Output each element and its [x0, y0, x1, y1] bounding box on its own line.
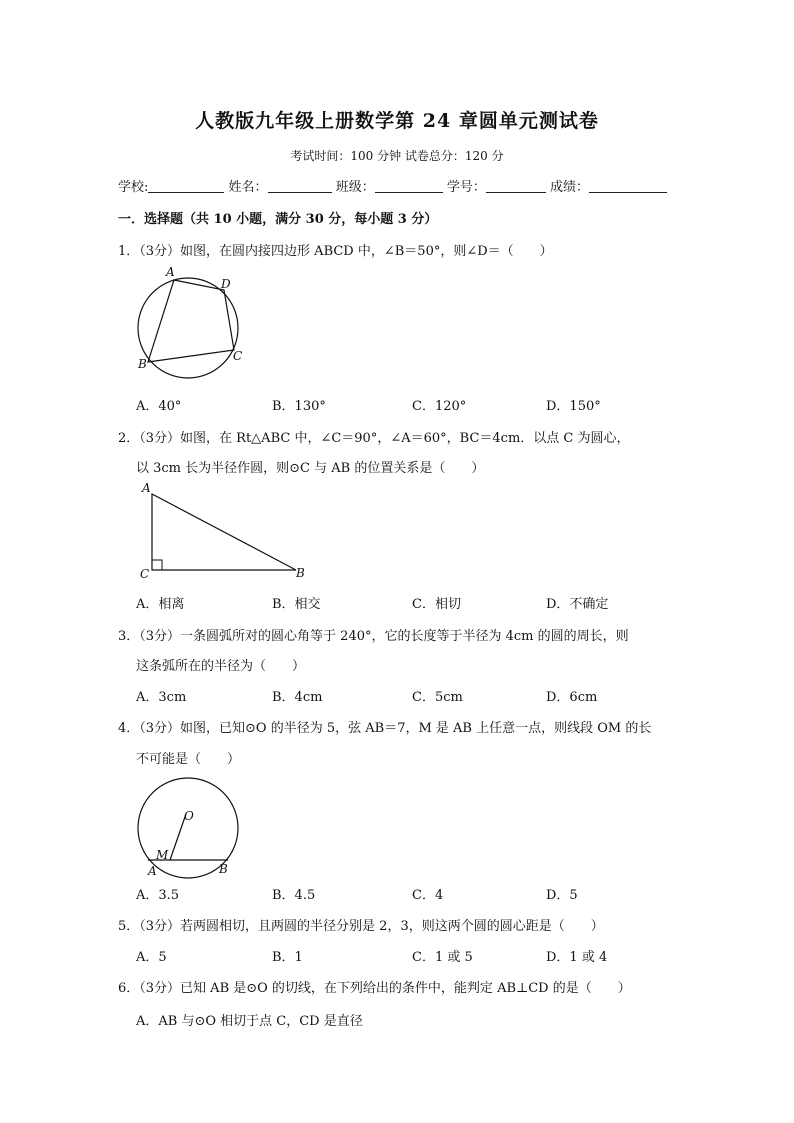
question-4-option-b[interactable]: B．4.5 [272, 888, 316, 903]
question-5-option-b[interactable]: B．1 [272, 950, 303, 965]
question-6-option-a[interactable]: A．AB 与⊙O 相切于点 C，CD 是直径 [136, 1014, 363, 1029]
triangle-abc [152, 494, 296, 570]
exam-meta: 考试时间：100 分钟 试卷总分：120 分 [290, 149, 504, 163]
question-1-option-d[interactable]: D．150° [546, 399, 601, 414]
question-1-option-b[interactable]: B．130° [272, 399, 326, 414]
vertex-label-c: C [233, 349, 243, 363]
question-2-option-a[interactable]: A．相离 [136, 597, 185, 612]
name-blank[interactable] [268, 178, 332, 193]
question-5-option-d[interactable]: D．1 或 4 [546, 950, 608, 965]
question-4-option-a[interactable]: A．3.5 [136, 888, 180, 903]
question-4-option-d[interactable]: D．5 [546, 888, 578, 903]
right-angle-mark [152, 560, 162, 570]
student-info-row [118, 176, 667, 195]
vertex-label-a: A [142, 481, 151, 495]
vertex-label-d: D [221, 277, 231, 291]
question-3-option-c[interactable]: C．5cm [412, 690, 463, 705]
class-blank[interactable] [375, 178, 443, 193]
question-1-option-c[interactable]: C．120° [412, 399, 467, 414]
school-label: 学校: [118, 180, 149, 195]
point-label-b: B [219, 862, 228, 876]
question-1-option-a[interactable]: A．40° [136, 399, 182, 414]
question-5-option-c[interactable]: C．1 或 5 [412, 950, 473, 965]
score-label: 成绩： [550, 180, 590, 195]
question-5-option-a[interactable]: A．5 [136, 950, 167, 965]
question-4-option-c[interactable]: C．4 [412, 888, 444, 903]
question-2-figure [136, 480, 316, 582]
question-6-stem: 6．（3分）已知 AB 是⊙O 的切线，在下列给出的条件中，能判定 AB⊥CD 的是（ ） [118, 981, 631, 996]
question-3-stem: 3．（3分）一条圆弧所对的圆心角等于 240°，它的长度等于半径为 4cm 的圆的周长，则 [118, 629, 629, 644]
question-3-option-b[interactable]: B．4cm [272, 690, 323, 705]
question-1-figure [130, 264, 252, 384]
student-id-label: 学号： [446, 180, 486, 195]
vertex-label-c: C [140, 567, 150, 581]
quadrilateral-abcd [148, 280, 234, 362]
question-2-stem: 2．（3分）如图，在 Rt△ABC 中，∠C＝90°，∠A＝60°，BC＝4cm．以点 C 为圆心， [118, 431, 630, 446]
question-4-stem-cont: 不可能是（ ） [136, 752, 241, 767]
question-2-option-b[interactable]: B．相交 [272, 597, 321, 612]
question-4-stem: 4．（3分）如图，已知⊙O 的半径为 5，弦 AB＝7，M 是 AB 上任意一点，则线段 OM 的长 [118, 721, 652, 736]
vertex-label-b: B [296, 566, 305, 580]
question-5-stem: 5．（3分）若两圆相切，且两圆的半径分别是 2，3，则这两个圆的圆心距是（ ） [118, 919, 604, 934]
vertex-label-b: B [138, 357, 147, 371]
question-3-option-a[interactable]: A．3cm [136, 690, 187, 705]
question-4-figure [130, 770, 250, 882]
question-2-option-d[interactable]: D．不确定 [546, 597, 609, 612]
question-1-stem: 1．（3分）如图，在圆内接四边形 ABCD 中，∠B＝50°，则∠D＝（ ） [118, 244, 553, 259]
name-label: 姓名： [228, 180, 268, 195]
question-2-stem-cont: 以 3cm 长为半径作圆，则⊙C 与 AB 的位置关系是（ ） [136, 461, 485, 476]
question-3-option-d[interactable]: D．6cm [546, 690, 598, 705]
page-title: 人教版九年级上册数学第 24 章圆单元测试卷 [195, 110, 599, 132]
point-label-a: A [148, 864, 157, 878]
score-blank[interactable] [589, 178, 667, 193]
point-label-o: O [184, 809, 194, 823]
vertex-label-a: A [166, 265, 175, 279]
point-label-m: M [156, 848, 169, 862]
student-id-blank[interactable] [486, 178, 546, 193]
section-heading: 一．选择题（共 10 小题，满分 30 分，每小题 3 分） [118, 212, 438, 227]
question-3-stem-cont: 这条弧所在的半径为（ ） [136, 659, 306, 674]
school-blank[interactable] [148, 178, 224, 193]
circle-outline [138, 278, 238, 378]
class-label: 班级： [335, 180, 375, 195]
question-2-option-c[interactable]: C．相切 [412, 597, 461, 612]
